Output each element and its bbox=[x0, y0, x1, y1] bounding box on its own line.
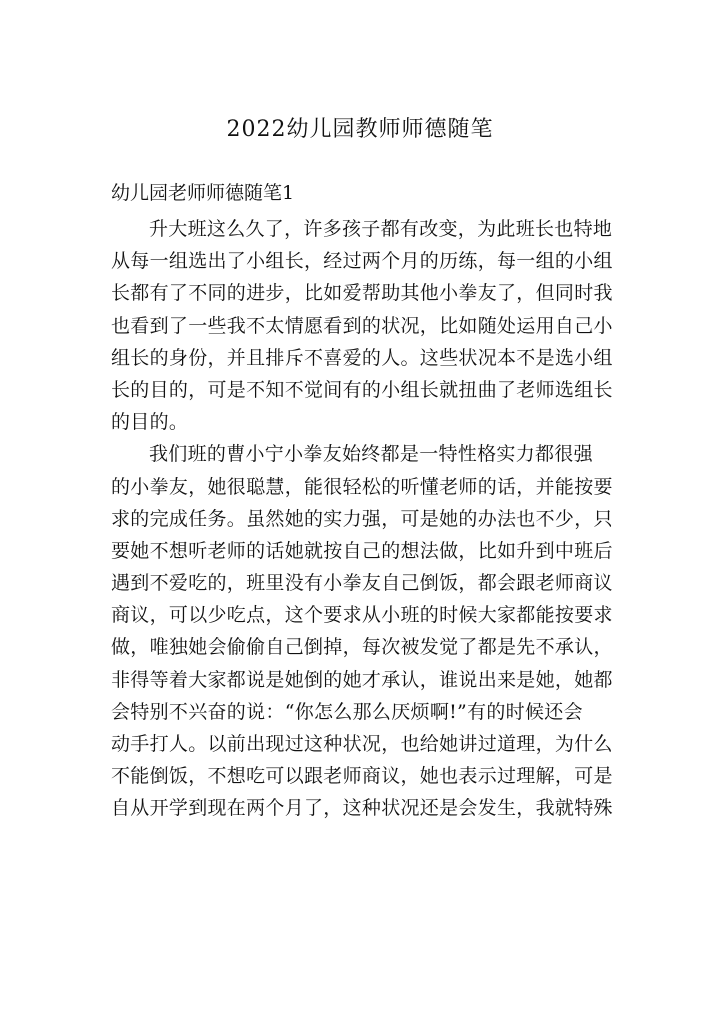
text-line: 非得等着大家都说是她倒的她才承认，谁说出来是她，她都 bbox=[111, 668, 613, 691]
text-line: 会特别不兴奋的说：“你怎么那么厌烦啊!”有的时候还会 bbox=[111, 700, 583, 723]
text-line: 我们班的曹小宁小拳友始终都是一特性格实力都很强 bbox=[149, 443, 593, 466]
text-line: 商议，可以少吃点，这个要求从小班的时候大家都能按要求 bbox=[111, 604, 613, 627]
text-line: 的目的。 bbox=[111, 411, 189, 434]
text-line: 不能倒饭，不想吃可以跟老师商议，她也表示过理解，可是 bbox=[111, 765, 613, 788]
text-line: 升大班这么久了，许多孩子都有改变，为此班长也特地 bbox=[149, 218, 613, 240]
text-line: 自从开学到现在两个月了，这种状况还是会发生，我就特殊 bbox=[111, 797, 613, 820]
text-line: 求的完成任务。虽然她的实力强，可是她的办法也不少，只 bbox=[111, 507, 613, 530]
text-line: 组长的身份，并且排斥不喜爱的人。这些状况本不是选小组 bbox=[111, 346, 613, 369]
text-line: 从每一组选出了小组长，经过两个月的历练，每一组的小组 bbox=[111, 250, 613, 273]
text-line: 要她不想听老师的话她就按自己的想法做，比如升到中班后 bbox=[111, 539, 613, 562]
body-text bbox=[111, 213, 611, 825]
text-line: 做，唯独她会偷偷自己倒掉，每次被发觉了都是先不承认， bbox=[111, 636, 613, 659]
section-subtitle: 幼儿园老师师德随笔1 bbox=[111, 182, 295, 204]
text-line: 的小拳友，她很聪慧，能很轻松的听懂老师的话，并能按要 bbox=[111, 475, 613, 498]
text-line: 动手打人。以前出现过这种状况，也给她讲过道理，为什么 bbox=[111, 733, 613, 755]
text-line: 也看到了一些我不太情愿看到的状况，比如随处运用自己小 bbox=[111, 314, 613, 337]
text-line: 遇到不爱吃的，班里没有小拳友自己倒饭，都会跟老师商议 bbox=[111, 572, 613, 595]
text-line: 长的目的，可是不知不觉间有的小组长就扭曲了老师选组长 bbox=[111, 378, 613, 401]
text-line: 长都有了不同的进步，比如爱帮助其他小拳友了，但同时我 bbox=[111, 282, 613, 305]
document-title: 2022幼儿园教师师德随笔 bbox=[226, 117, 494, 142]
